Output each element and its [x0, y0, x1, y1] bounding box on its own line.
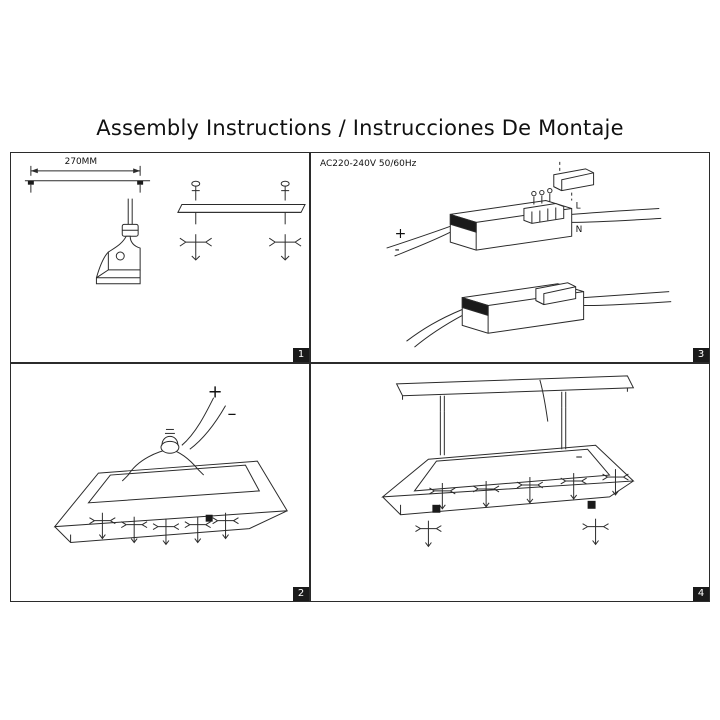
panel-step-3: [310, 152, 710, 363]
page-title: Assembly Instructions / Instrucciones De Montaje: [96, 116, 624, 140]
panel-number-1: 1: [293, 348, 309, 362]
driver-label-bottom: Driver: [517, 306, 541, 316]
dimension-label-270mm: 270MM: [64, 156, 98, 167]
terminal-neutral-label: N: [575, 225, 583, 236]
polarity-plus-label: +: [207, 381, 223, 403]
polarity-minus-label: –: [575, 449, 583, 466]
panel-1-diagram: [11, 153, 309, 362]
voltage-label: AC220-240V 50/60Hz: [320, 159, 417, 169]
panel-4-diagram: [311, 364, 709, 601]
panel-2-diagram: [11, 364, 309, 601]
panel-step-1: [10, 152, 310, 363]
driver-label-top: Driver: [506, 223, 529, 233]
panel-3-diagram: [311, 153, 709, 362]
polarity-minus-label: –: [227, 403, 237, 425]
terminal-live-label: L: [575, 201, 581, 212]
panel-number-2: 2: [293, 587, 309, 601]
output-minus-label: -: [394, 242, 400, 259]
panel-step-2: [10, 363, 310, 602]
panel-step-4: [310, 363, 710, 602]
panel-number-3: 3: [693, 348, 709, 362]
output-plus-label: +: [394, 226, 407, 243]
panel-number-4: 4: [693, 587, 709, 601]
